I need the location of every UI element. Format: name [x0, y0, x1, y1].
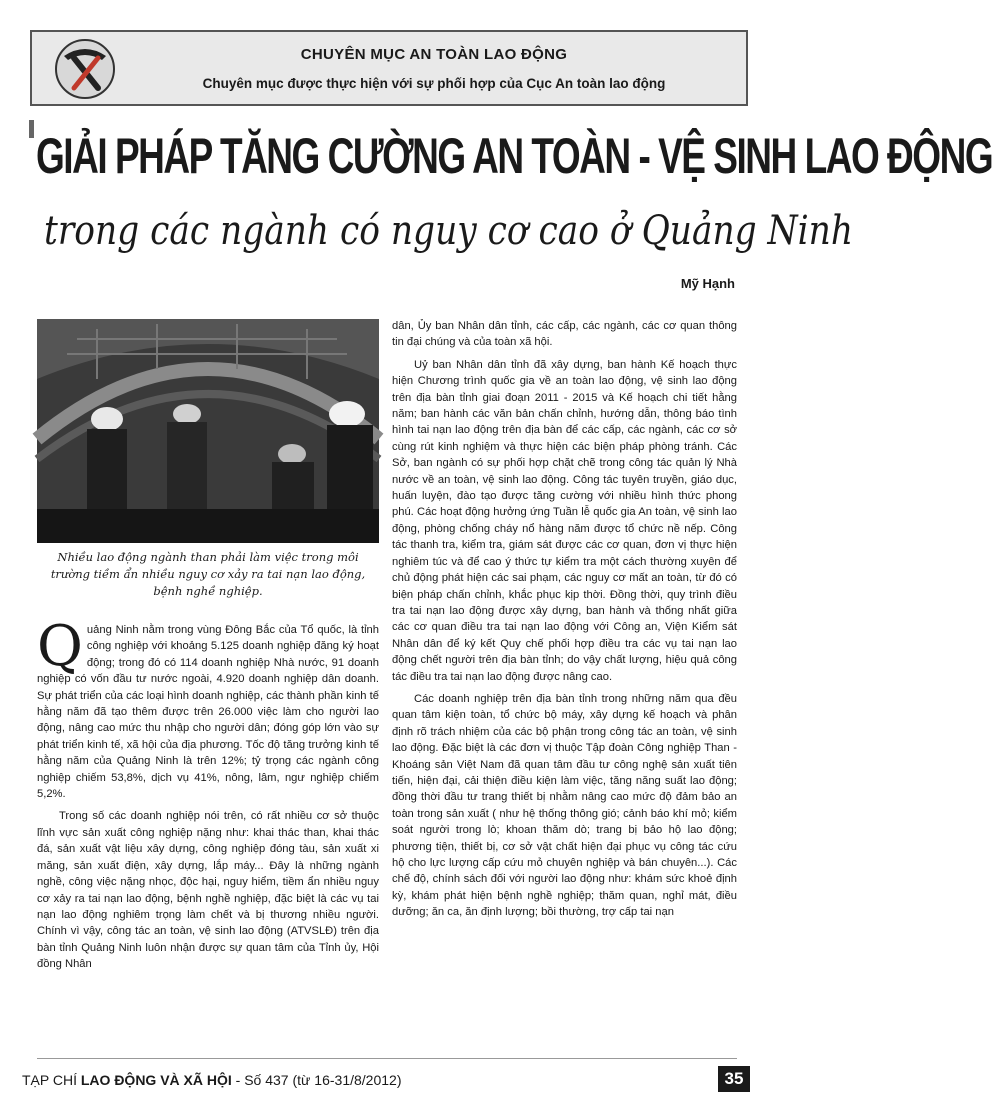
section-title: CHUYÊN MỤC AN TOÀN LAO ĐỘNG — [300, 46, 568, 63]
section-header — [30, 30, 748, 106]
safety-logo-icon — [54, 38, 116, 100]
footer-rule — [37, 1058, 737, 1059]
footer-publication — [22, 1072, 401, 1088]
article-headline: GIẢI PHÁP TĂNG CƯỜNG AN TOÀN - VỆ SINH LAO ĐỘNG — [36, 128, 992, 184]
footer-prefix: TẠP CHÍ — [22, 1072, 77, 1088]
article-author: Mỹ Hạnh — [680, 276, 735, 291]
article-column-right — [392, 318, 737, 1056]
headline-marker — [29, 120, 34, 138]
paragraph: Uỷ ban Nhân dân tỉnh đã xây dựng, ban hành Kế hoạch thực hiện Chương trình quốc gia về an toàn lao động, vệ sinh lao động trên địa bàn tỉnh giai đoạn 2011 - 2015 và Kế hoạch chi tiết hằng năm; ban hành các văn bản chấn chỉnh, hướng dẫn, thông báo tình hình tai nạn lao động trên địa bàn để các cấp, các ngành, các cơ sở cùng rút kinh nghiệm và thực hiện các biện pháp phòng tránh. Các Sở, ban ngành có sự phối hợp chặt chẽ trong công tác quản lý Nhà nước về an toàn, vệ sinh lao động. Công tác tuyên truyền, giáo dục, huấn luyện, đào tạo được tăng cường với nhiều hình thức phong phú. Các hoạt động hưởng ứng Tuần lễ quốc gia An toàn, vệ sinh lao động, phòng chống cháy nổ hàng năm được tổ chức nề nếp. Công tác thanh tra, kiểm tra, giám sát được các cơ quan, đơn vị thực hiện nghiêm túc và để cao ý thức tự kiểm tra một cách thường xuyên để chủ động phát hiện các sai phạm, các nguy cơ mất an toàn, từ đó có biện pháp chấn chỉnh, khắc phục kịp thời. Đồng thời, quy trình điều tra tai nạn lao động được xây dựng, ban hành và thống nhất giữa các cơ quan điều tra tai nạn lao động với Công an, Viện Kiểm sát Nhân dân để ký kết Quy chế phối hợp điều tra các vụ tai nạn lao động chết người trên địa bàn tỉnh; do vậy chất lượng, hiệu quả công tác điều tra tai nạn lao động được nâng cao. — [392, 358, 737, 683]
paragraph: Quảng Ninh nằm trong vùng Đông Bắc của Tổ quốc, là tỉnh công nghiệp với khoảng 5.125 doanh nghiệp đăng ký hoạt động; trong đó có 114 doanh nghiệp Nhà nước, 91 doanh nghiệp có vốn đầu tư nước ngoài, 4.920 doanh nghiệp dân doanh. Sự phát triển của các loại hình doanh nghiệp, các thành phần kinh tế hằng năm đã tạo thêm được trên 26.000 việc làm cho người lao động, nâng cao mức thu nhập cho người dân; đóng góp lớn vào sự phát triển kinh tế, xã hội của địa phương. Tốc độ tăng trưởng kinh tế hằng năm của Quảng Ninh là trên 12%; tỷ trọng các ngành công nghiệp chiếm 53,8%, dịch vụ 41%, nông, lâm, ngư nghiệp chiếm 5,2%. — [37, 614, 379, 801]
footer-magazine: LAO ĐỘNG VÀ XÃ HỘI — [80, 1072, 232, 1088]
article-subheadline: trong các ngành có nguy cơ cao ở Quảng Ninh — [44, 208, 853, 254]
photo-caption: Nhiều lao động ngành than phải làm việc trong môi trường tiềm ẩn nhiều nguy cơ xảy ra tai nạn lao động, bệnh nghề nghiệp. — [50, 550, 366, 598]
article-column-left — [37, 614, 379, 1056]
section-subtitle: Chuyên mục được thực hiện với sự phối hợp của Cục An toàn lao động — [202, 76, 666, 91]
paragraph: Các doanh nghiệp trên địa bàn tỉnh trong những năm qua đều quan tâm kiện toàn, tổ chức bộ máy, xây dựng kế hoạch và phân định rõ trách nhiệm của các bộ phận trong công tác an toàn, vệ sinh lao động. Đặc biệt là các đơn vị thuộc Tập đoàn Công nghiệp Than - Khoáng sản Việt Nam đã quan tâm đầu tư công nghệ sản xuất tiên tiến, hiện đại, cải thiện điều kiện làm việc, tăng năng suất lao động; đồng thời đầu tư trang thiết bị nhằm nâng cao mức độ đảm bảo an toàn trong sản xuất ( như hệ thống thông gió; cảnh báo khí mỏ; kiểm soát người trong lò; khoan thăm dò; trang bị bảo hộ lao động; phương tiện, thiết bị, cơ sở vật chất hiện đại phục vụ công tác cứu hộ cho lực lượng cấp cứu mỏ chuyên nghiệp và bán chuyên...). Các chế độ, chính sách đối với người lao động như: khám sức khoẻ định kỳ, khám phát hiện bệnh nghề nghiệp; thăm quan, nghỉ mát, điều dưỡng; ăn ca, ăn định lượng; bồi thường, trợ cấp tai nạn — [392, 692, 737, 919]
paragraph: Trong số các doanh nghiệp nói trên, có rất nhiều cơ sở thuộc lĩnh vực sản xuất công nghiệp nặng như: khai thác than, khai thác đá, sản xuất vật liệu xây dựng, công nghiệp đóng tàu, sản xuất xi măng, sản xuất điện, xây dựng, lắp máy... Đây là những ngành nghề, công việc nặng nhọc, độc hại, nguy hiểm, tiềm ẩn nhiều nguy cơ xảy ra tai nạn lao động, bệnh nghề nghiệp, đặc biệt là các vụ tai nạn lao động nghiêm trọng làm chết và bị thương nhiều người. Chính vì vậy, công tác an toàn, vệ sinh lao động (ATVSLĐ) trên địa bàn tỉnh Quảng Ninh luôn nhận được sự quan tâm của Tỉnh ủy, Hội đồng Nhân — [37, 810, 379, 971]
paragraph: dân, Ủy ban Nhân dân tỉnh, các cấp, các ngành, các cơ quan thông tin đại chúng và của toàn xã hội. — [392, 320, 737, 349]
page-number: 35 — [718, 1066, 750, 1092]
footer-issue: - Số 437 (từ 16-31/8/2012) — [231, 1072, 402, 1088]
mine-workers-photo — [37, 319, 379, 543]
drop-cap: Q — [37, 614, 83, 679]
